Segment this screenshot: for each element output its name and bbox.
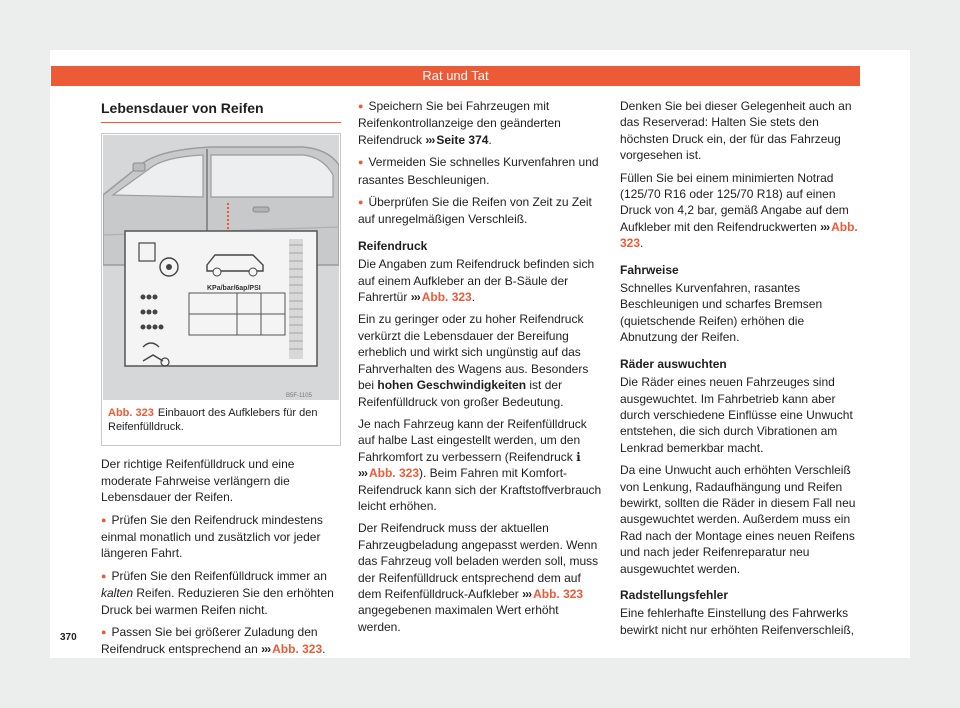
ref-link[interactable]: Abb. 323 bbox=[369, 466, 420, 481]
figure-code: B5F-1105 bbox=[286, 393, 312, 400]
para-4: Der Reifendruck muss der aktuellen Fahrzeugbeladung angepasst werden. Wenn das Fahrzeug voll beladen werden soll, muss der Reifenfülldruck entsprechend dem auf dem Reifenfülldruck-Aufkleber ››› Abb. 323 angegebenen maximalen Wert erhöht werden. bbox=[358, 521, 599, 634]
para-5: Denken Sie bei dieser Gelegenheit auch an das Reserverad: Halten Sie stets den höchsten Druck ein, der für das Fahrzeug vorgesehen ist. bbox=[620, 99, 852, 163]
car-illustration bbox=[103, 135, 339, 400]
para-2: Ein zu geringer oder zu hoher Reifendruck verkürzt die Lebensdauer der Bereifung erheblich und wirkt sich ungünstig auf das Fahrverhalten des Wagens aus. Besonders bei hohen Geschwindigkeiten ist der Reifenfülldruck von großer Bedeutung. bbox=[358, 312, 589, 409]
heading-fahrweise: Fahrweise bbox=[620, 262, 679, 277]
para-9: Da eine Unwucht auch erhöhten Verschleiß von Lenkung, Radaufhängung und Reifen bewirkt, sollten die Räder in diesem Fall neu ausgewuchtet werden. Außerdem muss ein Rad nach der Montage eines neuen Reifens und nach jeder Reifenreparatur neu ausgewuchtet werden. bbox=[620, 463, 856, 576]
bullet-4: ● Speichern Sie bei Fahrzeugen mit Reifenkontrollanzeige den geänderten Reifendruck ››› Seite 374. bbox=[358, 98, 602, 148]
heading-reifendruck: Reifendruck bbox=[358, 238, 428, 253]
para-6: Füllen Sie bei einem minimierten Notrad (125/70 R16 oder 125/70 R18) auf einen Druck von 4,2 bar, gemäß Angabe auf dem Aufkleber mit den Reifendruckwerten ››› Abb. 323. bbox=[620, 170, 858, 251]
heading-raeder: Räder auswuchten bbox=[620, 356, 727, 371]
figure-caption bbox=[108, 406, 336, 434]
bullet-1: ● Prüfen Sie den Reifendruck mindestens einmal monatlich und zusätzlich vor jeder längeren Fahrt. bbox=[101, 512, 341, 562]
heading-radstellung: Radstellungsfehler bbox=[620, 587, 729, 602]
page-number: 370 bbox=[60, 632, 77, 643]
car-sticker-illustration bbox=[103, 135, 339, 400]
ref-link[interactable]: Abb. 323 bbox=[421, 290, 472, 305]
para-10: Eine fehlerhafte Einstellung des Fahrwerks bewirkt nicht nur erhöhten Reifenverschleiß, bbox=[620, 606, 855, 637]
column-1 bbox=[101, 98, 341, 664]
para-7: Schnelles Kurvenfahren, rasantes Beschleunigen und scharfes Bremsen (quietschende Reifen) erhöhen die Abnutzung der Reifen. bbox=[620, 281, 823, 345]
column-2 bbox=[358, 98, 602, 641]
bullet-6: ● Überprüfen Sie die Reifen von Zeit zu Zeit auf unregelmäßigen Verschleiß. bbox=[358, 194, 602, 228]
info-icon: ℹ bbox=[576, 449, 581, 464]
ref-link[interactable]: Abb. 323 bbox=[533, 586, 584, 601]
ref-link[interactable]: Abb. 323 bbox=[620, 219, 858, 251]
figure-caption-text: Einbauort des Aufklebers für den Reifenfülldruck. bbox=[108, 407, 318, 434]
bullet-3: ● Passen Sie bei größerer Zuladung den Reifendruck entsprechend an ››› Abb. 323. bbox=[101, 624, 341, 658]
para-8: Die Räder eines neuen Fahrzeuges sind ausgewuchtet. Im Fahrbetrieb kann aber durch verschiedene Einflüsse eine Unwucht entstehen, die sich durch Vibrationen am Lenkrad bemerkbar macht. bbox=[620, 375, 853, 455]
ref-page[interactable]: Seite 374 bbox=[436, 132, 489, 147]
bullet-5: ● Vermeiden Sie schnelles Kurvenfahren und rasantes Beschleunigen. bbox=[358, 154, 602, 188]
ref-link[interactable]: Abb. 323 bbox=[272, 642, 323, 657]
page-header: Rat und Tat bbox=[51, 66, 860, 86]
figure-number: Abb. 323 bbox=[108, 407, 154, 420]
para-1: Die Angaben zum Reifendruck befinden sich auf einem Aufkleber an der B-Säule der Fahrertür ››› Abb. 323. bbox=[358, 257, 595, 305]
para-3: Je nach Fahrzeug kann der Reifenfülldruck auf halbe Last eingestellt werden, um den Fahrkomfort zu verbessern (Reifendruck ℹ ››› Abb. 323). Beim Fahren mit Komfort-Reifendruck kann sich der Kraftstoffverbrauch leicht erhöhen. bbox=[358, 416, 602, 513]
bullet-2: ● Prüfen Sie den Reifenfülldruck immer an kalten Reifen. Reduzieren Sie den erhöhten Druck bei warmen Reifen nicht. bbox=[101, 568, 341, 618]
sticker-table-header: KPa/bar/6ap/PSI bbox=[207, 285, 261, 293]
figure-323 bbox=[101, 133, 341, 446]
section-rule bbox=[101, 122, 341, 123]
column-3 bbox=[620, 98, 860, 644]
section-title: Lebensdauer von Reifen bbox=[101, 100, 264, 116]
intro-text: Der richtige Reifenfülldruck und eine moderate Fahrweise verlängern die Lebensdauer der Reifen. bbox=[101, 457, 295, 505]
